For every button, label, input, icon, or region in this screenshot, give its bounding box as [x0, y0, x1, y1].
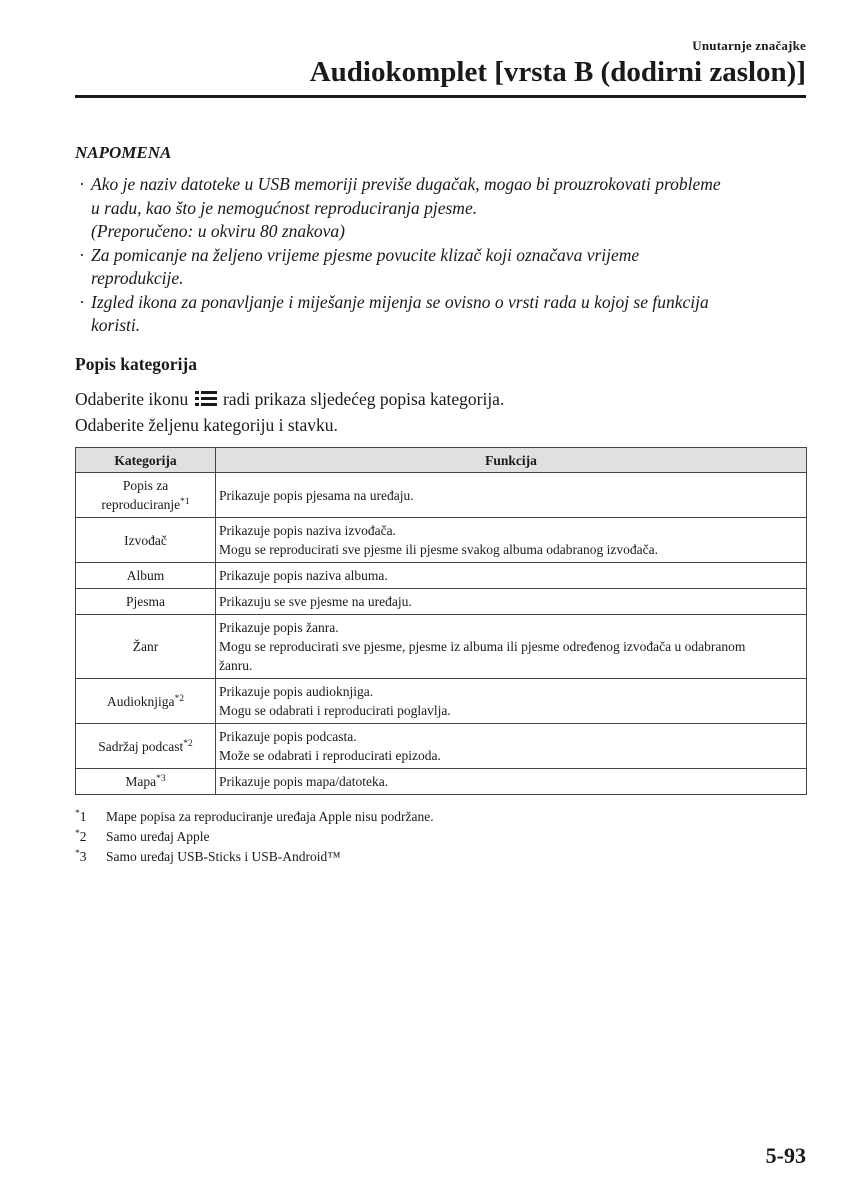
page-title: Audiokomplet [vrsta B (dodirni zaslon)]	[309, 56, 806, 88]
footnote-text: Samo uređaj USB-Sticks i USB-Android™	[106, 849, 341, 864]
function-cell	[216, 473, 807, 518]
note-item	[75, 173, 810, 244]
function-cell	[216, 563, 807, 589]
function-cell	[216, 615, 807, 679]
footnote-number: 1	[79, 809, 87, 824]
function-cell	[216, 679, 807, 724]
footnote-text: Mape popisa za reproduciranje uređaja Apple nisu podržane.	[106, 809, 434, 824]
table-row	[76, 589, 807, 615]
footnotes	[75, 807, 434, 867]
footnote-number: 2	[79, 829, 87, 844]
note-line: Izgled ikona za ponavljanje i miješanje mijenja se ovisno o vrsti rada u kojoj se funkcija	[91, 291, 709, 312]
table-row	[76, 615, 807, 679]
category-cell	[76, 615, 216, 679]
function-cell	[216, 724, 807, 769]
table-row	[76, 473, 807, 518]
footnote-ref: *3	[156, 774, 166, 784]
footnote-asterisk: *	[75, 829, 80, 839]
table-row	[76, 724, 807, 769]
page-number: 5-93	[765, 1143, 806, 1168]
footnote-ref: *2	[174, 693, 184, 704]
function-line: Prikazuje popis naziva albuma.	[219, 568, 388, 583]
note-line: u radu, kao što je nemogućnost reproduciranja pjesme.	[91, 197, 478, 218]
category-cell	[76, 679, 216, 724]
title-rule	[75, 95, 806, 98]
function-line: Prikazuje popis audioknjiga.	[219, 684, 374, 699]
bullet: ·	[79, 291, 85, 312]
footnote-ref: *1	[180, 497, 190, 507]
function-line: Mogu se reproducirati sve pjesme, pjesme iz albuma ili pjesme određenog izvođača u odabranom	[219, 639, 746, 654]
footnote-mark	[75, 827, 106, 847]
categories-heading: Popis kategorija	[75, 354, 198, 374]
category-cell	[76, 724, 216, 769]
note-list	[75, 173, 810, 338]
function-cell	[216, 589, 807, 615]
footnote-ref: *2	[183, 738, 193, 749]
function-line: Može se odabrati i reproducirati epizoda.	[219, 748, 441, 763]
category-cell	[76, 473, 216, 518]
footnote-mark	[75, 847, 106, 867]
function-line: Prikazuje popis mapa/datoteka.	[219, 774, 389, 789]
category-name: Audioknjiga	[107, 693, 175, 709]
function-line: Prikazuje popis žanra.	[219, 620, 339, 635]
note-line: Za pomicanje na željeno vrijeme pjesme povucite klizač koji označava vrijeme	[91, 244, 640, 265]
list-icon	[195, 389, 217, 413]
note-line: koristi.	[91, 315, 141, 335]
category-name: Izvođač	[124, 532, 167, 548]
note-line: Ako je naziv datoteke u USB memoriji previše dugačak, mogao bi prouzrokovati probleme	[91, 174, 721, 194]
column-header-function: Funkcija	[216, 448, 807, 473]
table-row	[76, 769, 807, 795]
table-row	[76, 518, 807, 563]
categories-intro	[75, 387, 504, 437]
footnote-asterisk: *	[75, 849, 80, 859]
intro-line-1	[75, 387, 504, 413]
footnote	[75, 807, 434, 827]
note-item	[75, 244, 810, 291]
table-header-row	[76, 448, 807, 473]
footnote	[75, 847, 434, 867]
table-row	[76, 563, 807, 589]
category-name: Mapa	[125, 774, 157, 789]
intro-text-before: Odaberite ikonu	[75, 389, 189, 409]
intro-line-2: Odaberite željenu kategoriju i stavku.	[75, 415, 338, 435]
category-name-cont: reproduciranje	[101, 497, 181, 512]
category-table	[75, 447, 807, 795]
footnote-number: 3	[79, 849, 87, 864]
function-line: žanru.	[219, 658, 253, 673]
table-row	[76, 679, 807, 724]
function-line: Prikazuje popis naziva izvođača.	[219, 523, 396, 538]
function-cell	[216, 769, 807, 795]
note-heading: NAPOMENA	[75, 143, 172, 162]
function-line: Prikazuje popis podcasta.	[219, 729, 357, 744]
category-cell	[76, 563, 216, 589]
category-name: Žanr	[132, 639, 159, 654]
category-cell	[76, 769, 216, 795]
footnote-asterisk: *	[75, 809, 80, 819]
footnote	[75, 827, 434, 847]
column-header-category: Kategorija	[76, 448, 216, 473]
section-label: Unutarnje značajke	[692, 38, 806, 53]
function-cell	[216, 518, 807, 563]
note-line: (Preporučeno: u okviru 80 znakova)	[91, 221, 345, 241]
category-name: Sadržaj podcast	[98, 738, 184, 754]
intro-text-after: radi prikaza sljedećeg popisa kategorija.	[222, 389, 505, 409]
category-name: Popis za	[122, 478, 169, 493]
function-line: Prikazuje popis pjesama na uređaju.	[219, 487, 414, 503]
category-cell	[76, 518, 216, 563]
note-block	[75, 143, 810, 338]
footnote-text: Samo uređaj Apple	[106, 829, 210, 844]
note-item	[75, 291, 810, 338]
function-line: Prikazuju se sve pjesme na uređaju.	[219, 594, 412, 609]
category-name: Album	[126, 568, 165, 583]
bullet: ·	[79, 174, 85, 194]
category-cell	[76, 589, 216, 615]
function-line: Mogu se reproducirati sve pjesme ili pjesme svakog albuma odabranog izvođača.	[219, 542, 658, 557]
category-name: Pjesma	[126, 594, 165, 609]
footnote-mark	[75, 807, 106, 827]
note-line: reprodukcije.	[91, 268, 184, 288]
function-line: Mogu se odabrati i reproducirati poglavlja.	[219, 703, 451, 718]
bullet: ·	[79, 244, 85, 265]
